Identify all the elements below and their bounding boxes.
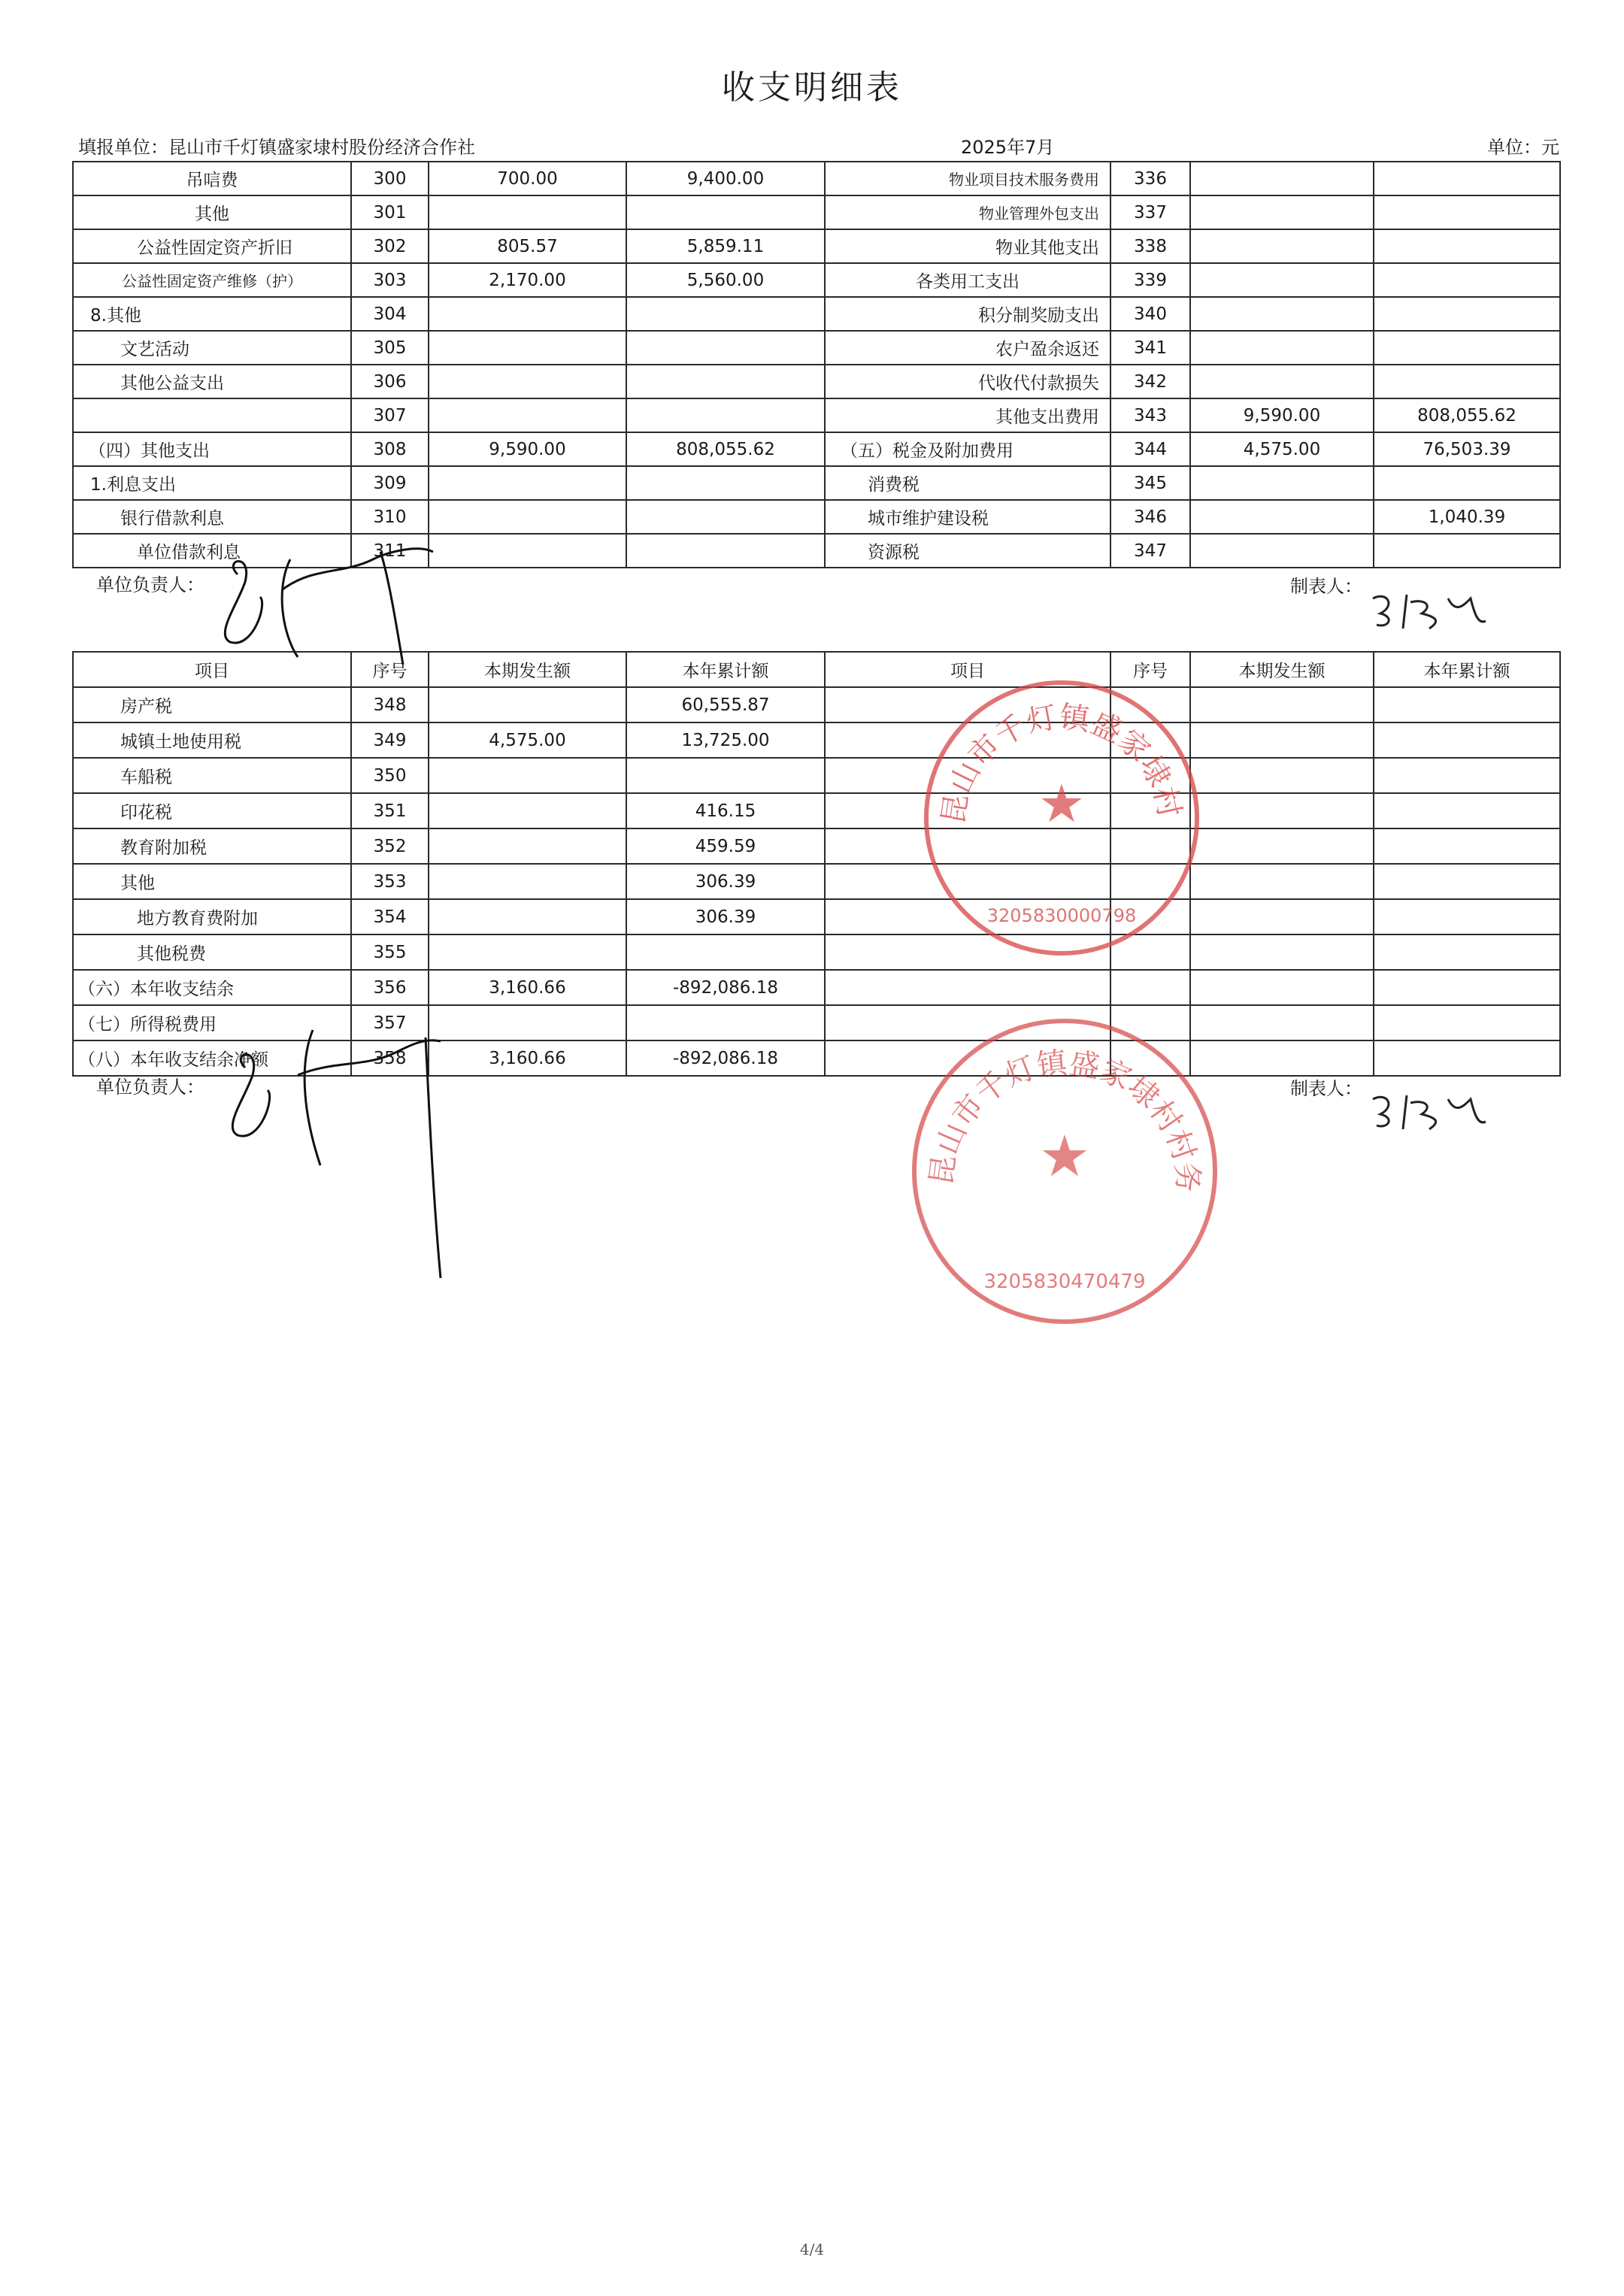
right-number-cell: 336 (1110, 162, 1190, 195)
ytd-cell: 60,555.87 (626, 687, 825, 722)
current-cell (429, 793, 626, 828)
unit-head-signature-2 (223, 1000, 448, 1286)
left-item-cell: 1.利息支出 (73, 466, 351, 500)
item-cell: （七）所得税费用 (73, 1005, 351, 1040)
filing-unit (78, 132, 475, 159)
number-cell: 357 (351, 1005, 429, 1040)
svg-text:3205830470479: 3205830470479 (983, 1271, 1146, 1293)
left-number-cell: 302 (351, 229, 429, 263)
empty-cell (1374, 687, 1560, 722)
svg-text:★: ★ (1038, 773, 1086, 834)
table-maker-signature-2 (1365, 1084, 1493, 1137)
left-current-cell (429, 195, 626, 229)
left-current-cell (429, 331, 626, 365)
left-ytd-cell (626, 297, 825, 331)
left-current-cell (429, 534, 626, 568)
right-current-cell (1190, 297, 1374, 331)
col-current-header: 本期发生额 (429, 652, 626, 687)
right-item-cell: 各类用工支出 (825, 263, 1110, 297)
col-item-header: 项目 (73, 652, 351, 687)
current-cell (429, 864, 626, 899)
right-item-cell: （五）税金及附加费用 (825, 432, 1110, 466)
item-cell: 地方教育费附加 (73, 899, 351, 934)
ytd-cell: 306.39 (626, 864, 825, 899)
right-number-cell: 338 (1110, 229, 1190, 263)
table-row (73, 263, 1560, 297)
left-current-cell (429, 398, 626, 432)
right-item-cell: 资源税 (825, 534, 1110, 568)
empty-cell (1190, 687, 1374, 722)
right-current-cell: 4,575.00 (1190, 432, 1374, 466)
right-current-cell (1190, 500, 1374, 534)
left-ytd-cell (626, 534, 825, 568)
empty-cell (1190, 758, 1374, 793)
left-item-cell: 8.其他 (73, 297, 351, 331)
item-cell: 印花税 (73, 793, 351, 828)
col-item-header-right: 项目 (825, 652, 1110, 687)
svg-text:3205830000798: 3205830000798 (986, 905, 1137, 926)
left-current-cell (429, 466, 626, 500)
left-number-cell: 311 (351, 534, 429, 568)
item-cell: 其他税费 (73, 934, 351, 970)
table-maker-signature-1 (1365, 583, 1493, 636)
empty-cell (1190, 899, 1374, 934)
right-ytd-cell: 76,503.39 (1374, 432, 1560, 466)
right-current-cell (1190, 162, 1374, 195)
right-number-cell: 341 (1110, 331, 1190, 365)
left-ytd-cell: 5,560.00 (626, 263, 825, 297)
table-row (73, 864, 1560, 899)
right-number-cell: 337 (1110, 195, 1190, 229)
left-number-cell: 305 (351, 331, 429, 365)
unit-head-label-2: 单位负责人： (96, 1077, 205, 1098)
table-maker-label: 制表人： (1290, 576, 1362, 597)
right-ytd-cell (1374, 263, 1560, 297)
empty-cell (1110, 970, 1190, 1005)
number-cell: 352 (351, 828, 429, 864)
left-current-cell: 700.00 (429, 162, 626, 195)
table-row (73, 934, 1560, 970)
left-current-cell: 9,590.00 (429, 432, 626, 466)
item-cell: （八）本年收支结余净额 (73, 1040, 351, 1076)
page-number: 4/4 (799, 2240, 825, 2258)
ytd-cell: -892,086.18 (626, 970, 825, 1005)
left-number-cell: 308 (351, 432, 429, 466)
left-ytd-cell (626, 398, 825, 432)
svg-text:昆山市千灯镇盛家埭村股份经济合作社: 昆山市千灯镇盛家埭村股份经济合作社 (896, 641, 1187, 827)
left-number-cell: 303 (351, 263, 429, 297)
ytd-cell (626, 934, 825, 970)
right-current-cell (1190, 466, 1374, 500)
item-cell: 教育附加税 (73, 828, 351, 864)
right-ytd-cell (1374, 365, 1560, 398)
left-ytd-cell: 808,055.62 (626, 432, 825, 466)
right-item-cell: 积分制奖励支出 (825, 297, 1110, 331)
left-number-cell: 300 (351, 162, 429, 195)
ytd-cell: 306.39 (626, 899, 825, 934)
col-ytd-header: 本年累计额 (626, 652, 825, 687)
right-number-cell: 345 (1110, 466, 1190, 500)
left-current-cell (429, 297, 626, 331)
empty-cell (1190, 793, 1374, 828)
svg-text:昆山市千灯镇盛家埭村村务监督委员会: 昆山市千灯镇盛家埭村村务监督委员会 (884, 979, 1205, 1194)
left-number-cell: 309 (351, 466, 429, 500)
filing-unit-label: 填报单位： (78, 137, 168, 158)
right-item-cell: 其他支出费用 (825, 398, 1110, 432)
right-ytd-cell (1374, 195, 1560, 229)
right-number-cell: 339 (1110, 263, 1190, 297)
unit-head-signature-1 (208, 529, 448, 672)
current-cell (429, 899, 626, 934)
col-no-header: 序号 (351, 652, 429, 687)
right-current-cell (1190, 263, 1374, 297)
col-ytd-header-right: 本年累计额 (1374, 652, 1560, 687)
right-item-cell: 物业其他支出 (825, 229, 1110, 263)
table-row (73, 758, 1560, 793)
filing-unit-name: 昆山市千灯镇盛家埭村股份经济合作社 (168, 137, 475, 158)
item-cell: 城镇土地使用税 (73, 722, 351, 758)
current-cell: 3,160.66 (429, 1040, 626, 1076)
table-row (73, 398, 1560, 432)
number-cell: 354 (351, 899, 429, 934)
table-row (73, 899, 1560, 934)
number-cell: 350 (351, 758, 429, 793)
table-row (73, 365, 1560, 398)
empty-cell (1190, 934, 1374, 970)
col-current-header-right: 本期发生额 (1190, 652, 1374, 687)
left-ytd-cell: 5,859.11 (626, 229, 825, 263)
left-item-cell: 公益性固定资产折旧 (73, 229, 351, 263)
ytd-cell: 416.15 (626, 793, 825, 828)
number-cell: 355 (351, 934, 429, 970)
table-row (73, 432, 1560, 466)
empty-cell (1374, 864, 1560, 899)
empty-cell (1374, 1040, 1560, 1076)
table-row (73, 793, 1560, 828)
unit-head-label: 单位负责人： (96, 574, 205, 595)
right-item-cell: 消费税 (825, 466, 1110, 500)
empty-cell (1190, 970, 1374, 1005)
empty-cell (1374, 899, 1560, 934)
number-cell: 348 (351, 687, 429, 722)
right-ytd-cell: 808,055.62 (1374, 398, 1560, 432)
left-current-cell: 805.57 (429, 229, 626, 263)
empty-cell (1374, 970, 1560, 1005)
left-number-cell: 306 (351, 365, 429, 398)
right-number-cell: 340 (1110, 297, 1190, 331)
report-period: 2025年7月 (961, 137, 1055, 158)
current-cell (429, 1005, 626, 1040)
table-row (73, 331, 1560, 365)
left-number-cell: 310 (351, 500, 429, 534)
empty-cell (1374, 1005, 1560, 1040)
page-title: 收支明细表 (722, 68, 902, 107)
right-item-cell: 农户盈余返还 (825, 331, 1110, 365)
supervisory-committee-seal-stamp (884, 979, 1230, 1337)
current-cell (429, 687, 626, 722)
right-ytd-cell (1374, 162, 1560, 195)
right-ytd-cell (1374, 534, 1560, 568)
col-no-header-right: 序号 (1110, 652, 1190, 687)
left-number-cell: 304 (351, 297, 429, 331)
right-ytd-cell (1374, 297, 1560, 331)
right-current-cell (1190, 534, 1374, 568)
expense-detail-table (72, 161, 1561, 568)
number-cell: 356 (351, 970, 429, 1005)
empty-cell (1374, 828, 1560, 864)
left-ytd-cell (626, 466, 825, 500)
svg-text:★: ★ (1038, 1122, 1091, 1189)
item-cell: 其他 (73, 864, 351, 899)
item-cell: 车船税 (73, 758, 351, 793)
number-cell: 358 (351, 1040, 429, 1076)
left-number-cell: 307 (351, 398, 429, 432)
empty-cell (1374, 722, 1560, 758)
right-current-cell (1190, 195, 1374, 229)
table-row (73, 297, 1560, 331)
empty-cell (1190, 722, 1374, 758)
ytd-cell: -892,086.18 (626, 1040, 825, 1076)
item-cell: 房产税 (73, 687, 351, 722)
table-row (73, 195, 1560, 229)
number-cell: 351 (351, 793, 429, 828)
right-number-cell: 344 (1110, 432, 1190, 466)
table-row (73, 466, 1560, 500)
empty-cell (1190, 864, 1374, 899)
number-cell: 349 (351, 722, 429, 758)
right-item-cell: 物业项目技术服务费用 (825, 162, 1110, 195)
table-row (73, 687, 1560, 722)
left-item-cell: 吊唁费 (73, 162, 351, 195)
current-cell: 3,160.66 (429, 970, 626, 1005)
empty-cell (1374, 934, 1560, 970)
item-cell: （六）本年收支结余 (73, 970, 351, 1005)
number-cell: 353 (351, 864, 429, 899)
empty-cell (1190, 828, 1374, 864)
left-item-cell (73, 398, 351, 432)
cooperative-seal-stamp (896, 641, 1212, 968)
ytd-cell: 13,725.00 (626, 722, 825, 758)
right-item-cell: 代收代付款损失 (825, 365, 1110, 398)
current-cell (429, 934, 626, 970)
left-current-cell (429, 365, 626, 398)
table-row (73, 828, 1560, 864)
right-ytd-cell (1374, 229, 1560, 263)
left-ytd-cell (626, 195, 825, 229)
left-ytd-cell (626, 331, 825, 365)
left-item-cell: 文艺活动 (73, 331, 351, 365)
current-cell (429, 758, 626, 793)
currency-unit: 单位：元 (1487, 137, 1559, 158)
left-item-cell: 银行借款利息 (73, 500, 351, 534)
left-number-cell: 301 (351, 195, 429, 229)
right-current-cell (1190, 331, 1374, 365)
left-current-cell (429, 500, 626, 534)
table-maker-label-2: 制表人： (1290, 1078, 1362, 1099)
left-ytd-cell (626, 500, 825, 534)
right-number-cell: 347 (1110, 534, 1190, 568)
right-number-cell: 346 (1110, 500, 1190, 534)
empty-cell (825, 970, 1110, 1005)
right-ytd-cell: 1,040.39 (1374, 500, 1560, 534)
right-item-cell: 城市维护建设税 (825, 500, 1110, 534)
empty-cell (1374, 793, 1560, 828)
table-row (73, 229, 1560, 263)
left-current-cell: 2,170.00 (429, 263, 626, 297)
table-row (73, 722, 1560, 758)
right-ytd-cell (1374, 331, 1560, 365)
current-cell (429, 828, 626, 864)
table-row (73, 162, 1560, 195)
left-item-cell: 其他 (73, 195, 351, 229)
empty-cell (1374, 758, 1560, 793)
left-ytd-cell (626, 365, 825, 398)
right-number-cell: 342 (1110, 365, 1190, 398)
right-item-cell: 物业管理外包支出 (825, 195, 1110, 229)
ytd-cell: 459.59 (626, 828, 825, 864)
right-ytd-cell (1374, 466, 1560, 500)
left-item-cell: 公益性固定资产维修（护） (73, 263, 351, 297)
right-number-cell: 343 (1110, 398, 1190, 432)
ytd-cell (626, 1005, 825, 1040)
left-item-cell: （四）其他支出 (73, 432, 351, 466)
left-ytd-cell: 9,400.00 (626, 162, 825, 195)
left-item-cell: 其他公益支出 (73, 365, 351, 398)
ytd-cell (626, 758, 825, 793)
current-cell: 4,575.00 (429, 722, 626, 758)
left-item-cell: 单位借款利息 (73, 534, 351, 568)
right-current-cell: 9,590.00 (1190, 398, 1374, 432)
right-current-cell (1190, 365, 1374, 398)
right-current-cell (1190, 229, 1374, 263)
